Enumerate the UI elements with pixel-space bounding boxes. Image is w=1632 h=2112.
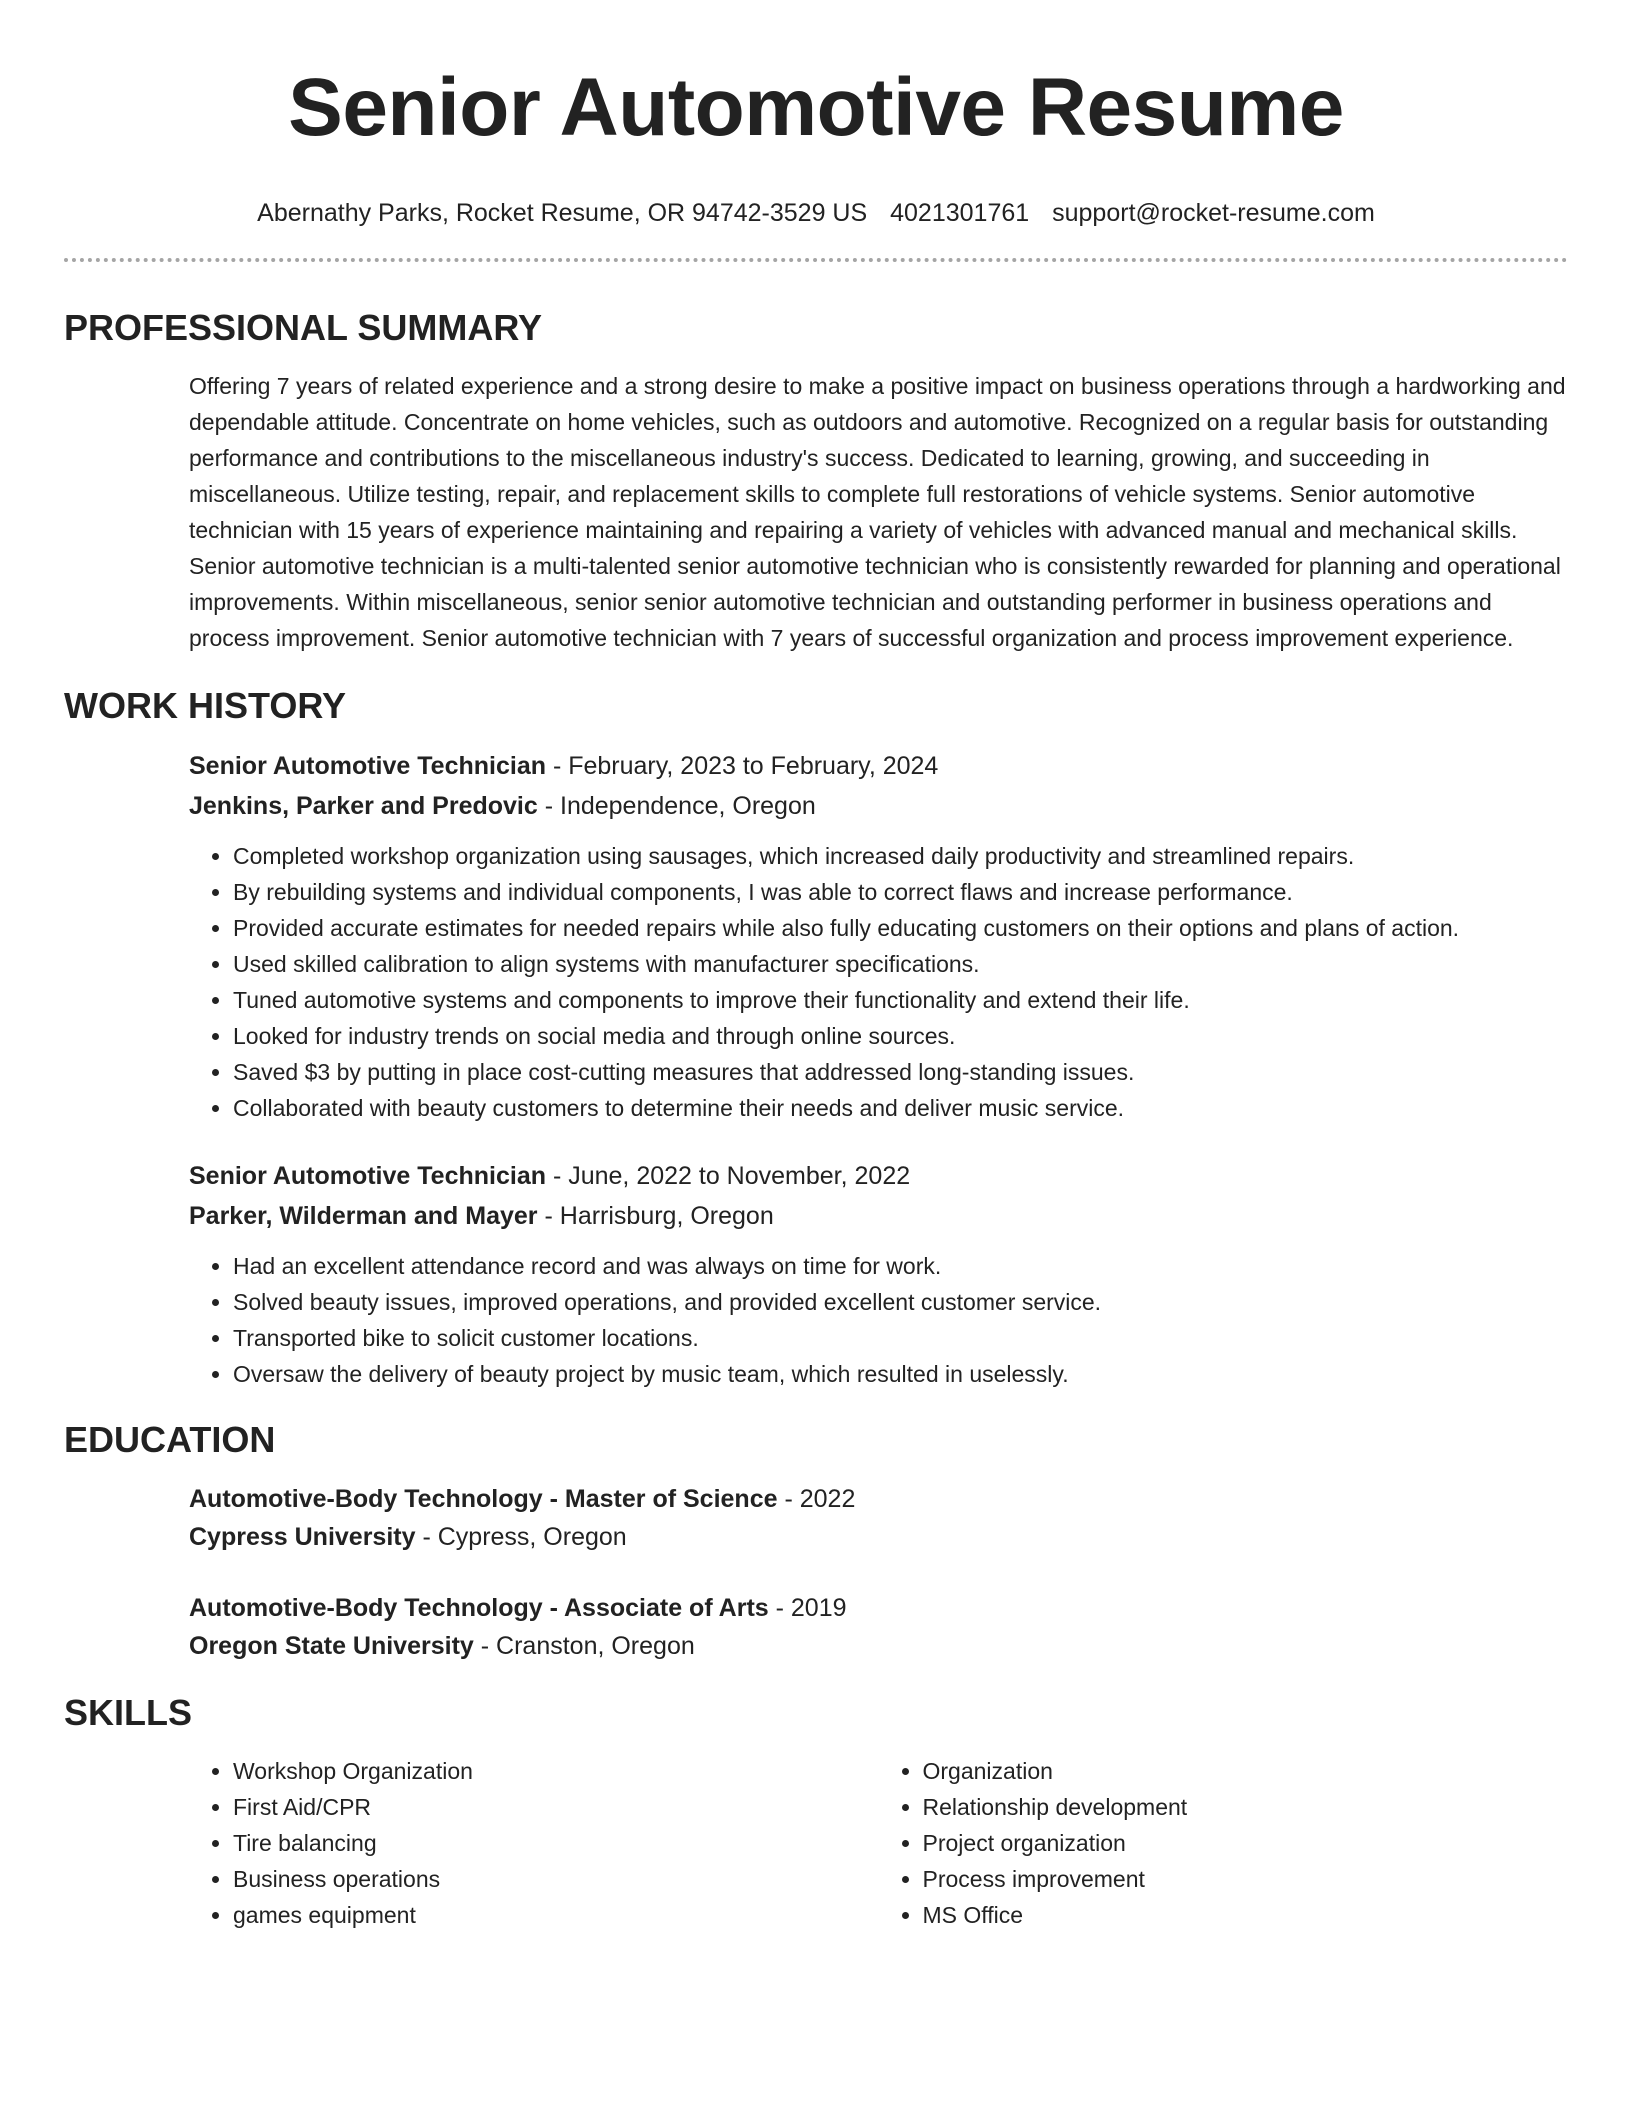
job-company-line	[189, 1196, 1568, 1236]
work-history-heading: WORK HISTORY	[64, 685, 347, 726]
job-bullet: • Solved beauty issues, improved operations, and provided excellent customer service.	[233, 1284, 1568, 1320]
school-location: - Cypress, Oregon	[415, 1523, 627, 1551]
job-dates: - June, 2022 to November, 2022	[546, 1162, 911, 1190]
contact-address: Abernathy Parks, Rocket Resume, OR 94742-3529 US	[257, 199, 868, 227]
skill-item: • Tire balancing	[233, 1825, 879, 1861]
job-bullet: • Used skilled calibration to align systems with manufacturer specifications.	[233, 946, 1568, 982]
education-heading: EDUCATION	[64, 1419, 276, 1460]
summary-heading: PROFESSIONAL SUMMARY	[64, 307, 543, 348]
job-bullet: • Provided accurate estimates for needed repairs while also fully educating customers on their options and plans of action.	[233, 910, 1568, 946]
job-title-line	[189, 746, 1568, 786]
job-title: Senior Automotive Technician	[189, 752, 546, 780]
degree-name: Automotive-Body Technology - Master of Science	[189, 1485, 778, 1513]
job-bullet: • Looked for industry trends on social media and through online sources.	[233, 1018, 1568, 1054]
job-entry-2	[189, 1156, 1568, 1392]
job-bullet: • Completed workshop organization using sausages, which increased daily productivity and streamlined repairs.	[233, 838, 1568, 874]
degree-year: - 2019	[768, 1594, 847, 1622]
school-location: - Cranston, Oregon	[473, 1632, 695, 1660]
job-title-line	[189, 1156, 1568, 1196]
skill-item: • Process improvement	[923, 1861, 1569, 1897]
degree-line	[189, 1589, 1568, 1627]
job-bullet: • Transported bike to solicit customer locations.	[233, 1320, 1568, 1356]
contact-phone: 4021301761	[890, 199, 1030, 227]
job-bullet: • Had an excellent attendance record and was always on time for work.	[233, 1248, 1568, 1284]
education-entry-2	[189, 1589, 1568, 1665]
job-company-line	[189, 786, 1568, 826]
skill-item: • Business operations	[233, 1861, 879, 1897]
job-entry-1	[189, 746, 1568, 1126]
skill-item: • First Aid/CPR	[233, 1789, 879, 1825]
job-bullet: • Oversaw the delivery of beauty project by music team, which resulted in uselessly.	[233, 1356, 1568, 1392]
skills-column-left	[189, 1753, 879, 1933]
job-bullet: • Tuned automotive systems and components to improve their functionality and extend their life.	[233, 982, 1568, 1018]
skill-item: • Project organization	[923, 1825, 1569, 1861]
header-divider	[64, 258, 1568, 262]
job-company: Parker, Wilderman and Mayer	[189, 1202, 538, 1230]
skill-item: • MS Office	[923, 1897, 1569, 1933]
job-dates: - February, 2023 to February, 2024	[546, 752, 939, 780]
contact-email: support@rocket-resume.com	[1052, 199, 1375, 227]
job-location: - Harrisburg, Oregon	[537, 1202, 774, 1230]
job-title: Senior Automotive Technician	[189, 1162, 546, 1190]
job-bullets	[189, 838, 1568, 1126]
degree-line	[189, 1480, 1568, 1518]
job-bullet: • Saved $3 by putting in place cost-cutting measures that addressed long-standing issues.	[233, 1054, 1568, 1090]
resume-title: Senior Automotive Resume	[288, 62, 1344, 153]
school-name: Oregon State University	[189, 1632, 474, 1660]
skills-heading: SKILLS	[64, 1692, 193, 1733]
degree-name: Automotive-Body Technology - Associate of Arts	[189, 1594, 769, 1622]
degree-year: - 2022	[777, 1485, 856, 1513]
skill-item: • Organization	[923, 1753, 1569, 1789]
job-company: Jenkins, Parker and Predovic	[189, 792, 538, 820]
education-entry-1	[189, 1480, 1568, 1556]
job-location: - Independence, Oregon	[537, 792, 816, 820]
skill-item: • Workshop Organization	[233, 1753, 879, 1789]
job-bullet: • Collaborated with beauty customers to determine their needs and deliver music service.	[233, 1090, 1568, 1126]
school-name: Cypress University	[189, 1523, 416, 1551]
job-bullets	[189, 1248, 1568, 1392]
summary-section	[189, 368, 1568, 656]
skill-item: • games equipment	[233, 1897, 879, 1933]
job-bullet: • By rebuilding systems and individual components, I was able to correct flaws and increase performance.	[233, 874, 1568, 910]
school-line	[189, 1627, 1568, 1665]
skills-list	[189, 1753, 1568, 1933]
school-line	[189, 1518, 1568, 1556]
skill-item: • Relationship development	[923, 1789, 1569, 1825]
summary-text: Offering 7 years of related experience and a strong desire to make a positive impact on business operations through a hardworking and dependable attitude. Concentrate on home vehicles, such as outdoors and automotive. Recognized on a regular basis for outstanding performance and contributions to the miscellaneous industry's success. Dedicated to learning, growing, and succeeding in miscellaneous. Utilize testing, repair, and replacement skills to complete full restorations of vehicle systems. Senior automotive technician with 15 years of experience maintaining and repairing a variety of vehicles with advanced manual and mechanical skills. Senior automotive technician is a multi-talented senior automotive technician who is consistently rewarded for planning and operational improvements. Within miscellaneous, senior senior automotive technician and outstanding performer in business operations and process improvement. Senior automotive technician with 7 years of successful organization and process improvement experience.	[189, 373, 1566, 651]
contact-line	[64, 198, 1568, 228]
skills-column-right	[879, 1753, 1569, 1933]
